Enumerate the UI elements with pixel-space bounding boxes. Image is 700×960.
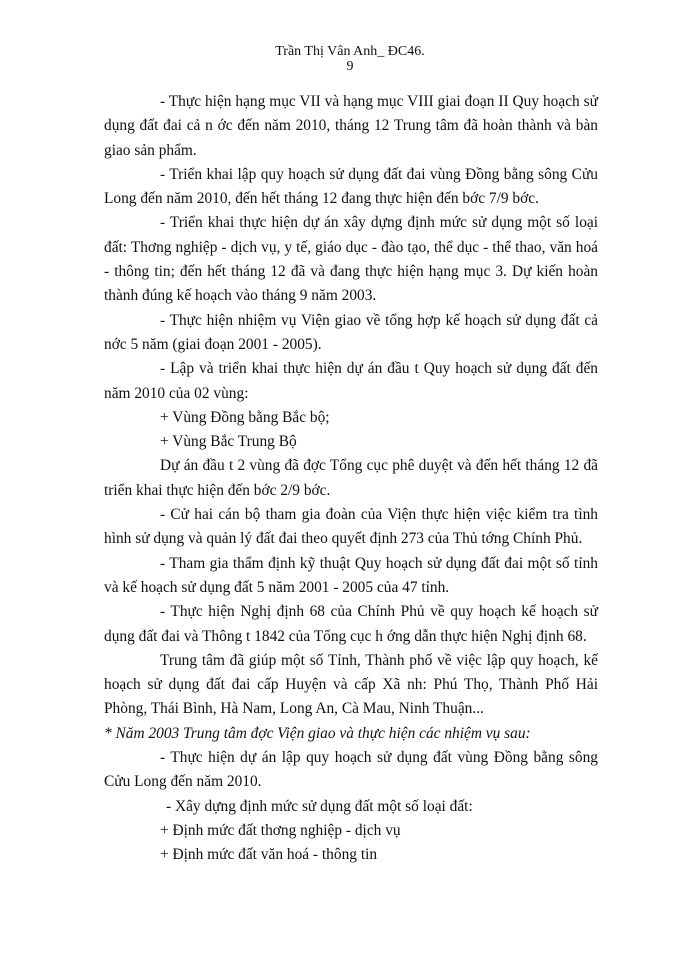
page-number: 9 [346, 59, 354, 74]
list-item: + Định mức đất văn hoá - thông tin [160, 846, 378, 864]
paragraph: - Xây dựng định mức sử dụng đất một số loại đất: [166, 797, 473, 815]
paragraph: - Thực hiện Nghị định 68 của Chính Phủ về quy hoạch kế hoạch sử dụng đất đai và Thông t 1842 của Tổng cục h ớng dẫn thực hiện Nghị định 68. [104, 603, 598, 645]
list-item: + Vùng Bắc Trung Bộ [160, 433, 297, 451]
list-item: + Định mức đất thơng nghiệp - dịch vụ [160, 821, 401, 839]
page-header [0, 44, 700, 74]
document-body [104, 90, 598, 868]
paragraph: - Thực hiện hạng mục VII và hạng mục VIII giai đoạn II Quy hoạch sử dụng đất đai cả n ớc đến năm 2010, tháng 12 Trung tâm đã hoàn thành và bàn giao sản phẩm. [104, 93, 598, 159]
paragraph: - Triển khai lập quy hoạch sử dụng đất đai vùng Đồng bằng sông Cửu Long đến năm 2010, đến hết tháng 12 đang thực hiện đến bớc 7/9 bớc. [104, 165, 598, 208]
paragraph: - Lập và triển khai thực hiện dự án đầu t Quy hoạch sử dụng đất đến năm 2010 của 02 vùng: [104, 360, 598, 402]
author-line: Trần Thị Vân Anh_ ĐC46. [275, 44, 425, 59]
paragraph: - Thực hiện dự án lập quy hoạch sử dụng đất vùng Đồng bằng sông Cửu Long đến năm 2010. [104, 749, 598, 791]
paragraph: - Triển khai thực hiện dự án xây dựng định mức sử dụng một số loại đất: Thơng nghiệp - dịch vụ, y tế, giáo dục - đào tạo, thể dục - thể thao, văn hoá - thông tin; đến hết tháng 12 đã và đang thực hiện hạng mục 3. Dự kiến hoàn thành đúng kế hoạch vào tháng 9 năm 2003. [104, 214, 598, 305]
section-heading: * Năm 2003 Trung tâm đợc Viện giao và thực hiện các nhiệm vụ sau: [104, 724, 531, 742]
paragraph: - Thực hiện nhiệm vụ Viện giao về tổng hợp kế hoạch sử dụng đất cả nớc 5 năm (giai đoạn 2001 - 2005). [104, 311, 598, 353]
paragraph: - Tham gia thẩm định kỹ thuật Quy hoạch sử dụng đất đai một số tỉnh và kế hoạch sử dụng đất 5 năm 2001 - 2005 của 47 tỉnh. [104, 554, 598, 596]
paragraph: Trung tâm đã giúp một số Tỉnh, Thành phố về việc lập quy hoạch, kế hoạch sử dụng đất đai cấp Huyện và cấp Xã nh: Phú Thọ, Thành Phố Hải Phòng, Thái Bình, Hà Nam, Long An, Cà Mau, Ninh Thuận... [104, 651, 598, 718]
paragraph: Dự án đầu t 2 vùng đã đợc Tổng cục phê duyệt và đến hết tháng 12 đã triển khai thực hiện đến bớc 2/9 bớc. [104, 457, 598, 499]
list-item: + Vùng Đồng bằng Bắc bộ; [160, 408, 330, 426]
paragraph: - Cử hai cán bộ tham gia đoàn của Viện thực hiện việc kiểm tra tình hình sử dụng và quản lý đất đai theo quyết định 273 của Thủ tớng Chính Phủ. [104, 506, 598, 548]
